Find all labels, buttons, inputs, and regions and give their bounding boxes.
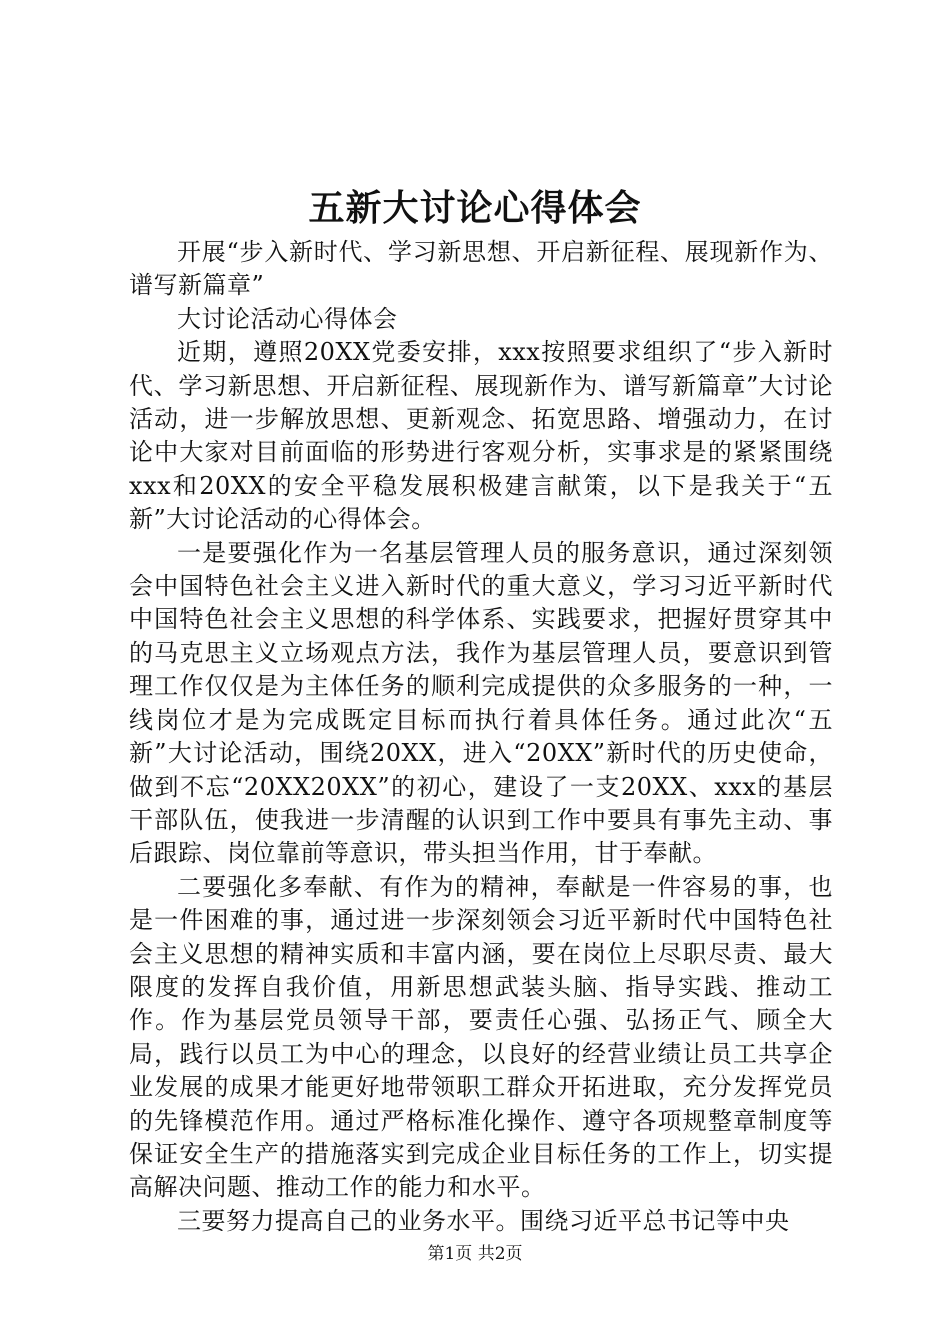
paragraph-subtitle: 大讨论活动心得体会 <box>177 304 398 333</box>
paragraph-topic: 开展“步入新时代、学习新思想、开启新征程、展现新作为、谱写新篇章” <box>129 238 833 300</box>
paragraph-point-one: 一是要强化作为一名基层管理人员的服务意识，通过深刻领会中国特色社会主义进入新时代的重大意义，学习习近平新时代中国特色社会主义思想的科学体系、实践要求，把握好贯穿其中的马克思主义立场观点方法，我作为基层管理人员，要意识到管理工作仅仅是为主体任务的顺利完成提供的众多服务的一种，一线岗位才是为完成既定目标而执行着具体任务。通过此次“五新”大讨论活动，围绕20XX，进入“20XX”新时代的历史使命，做到不忘“20XX20XX”的初心，建设了一支20XX、xxx的基层干部队伍，使我进一步清醒的认识到工作中要具有事先主动、事后跟踪、岗位靠前等意识，带头担当作用，甘于奉献。 <box>129 538 833 868</box>
page-number-indicator: 第1页 共2页 <box>427 1244 523 1264</box>
document-body <box>129 236 833 1238</box>
paragraph-point-three: 三要努力提高自己的业务水平。围绕习近平总书记等中央 <box>177 1206 790 1235</box>
document-title: 五新大讨论心得体会 <box>308 187 642 229</box>
paragraph-point-two: 二要强化多奉献、有作为的精神，奉献是一件容易的事，也是一件困难的事，通过进一步深刻领会习近平新时代中国特色社会主义思想的精神实质和丰富内涵，要在岗位上尽职尽责、最大限度的发挥自我价值，用新思想武装头脑、指导实践、推动工作。作为基层党员领导干部，要责任心强、弘扬正气、顾全大局，践行以员工为中心的理念，以良好的经营业绩让员工共享企业发展的成果才能更好地带领职工群众开拓进取，充分发挥党员的先锋模范作用。通过严格标准化操作、遵守各项规整章制度等保证安全生产的措施落实到完成企业目标任务的工作上，切实提高解决问题、推动工作的能力和水平。 <box>129 872 833 1202</box>
paragraph-intro: 近期，遵照20XX党委安排，xxx按照要求组织了“步入新时代、学习新思想、开启新征程、展现新作为、谱写新篇章”大讨论活动，进一步解放思想、更新观念、拓宽思路、增强动力，在讨论中大家对目前面临的形势进行客观分析，实事求是的紧紧围绕xxx和20XX的安全平稳发展积极建言献策，以下是我关于“五新”大讨论活动的心得体会。 <box>129 338 833 534</box>
